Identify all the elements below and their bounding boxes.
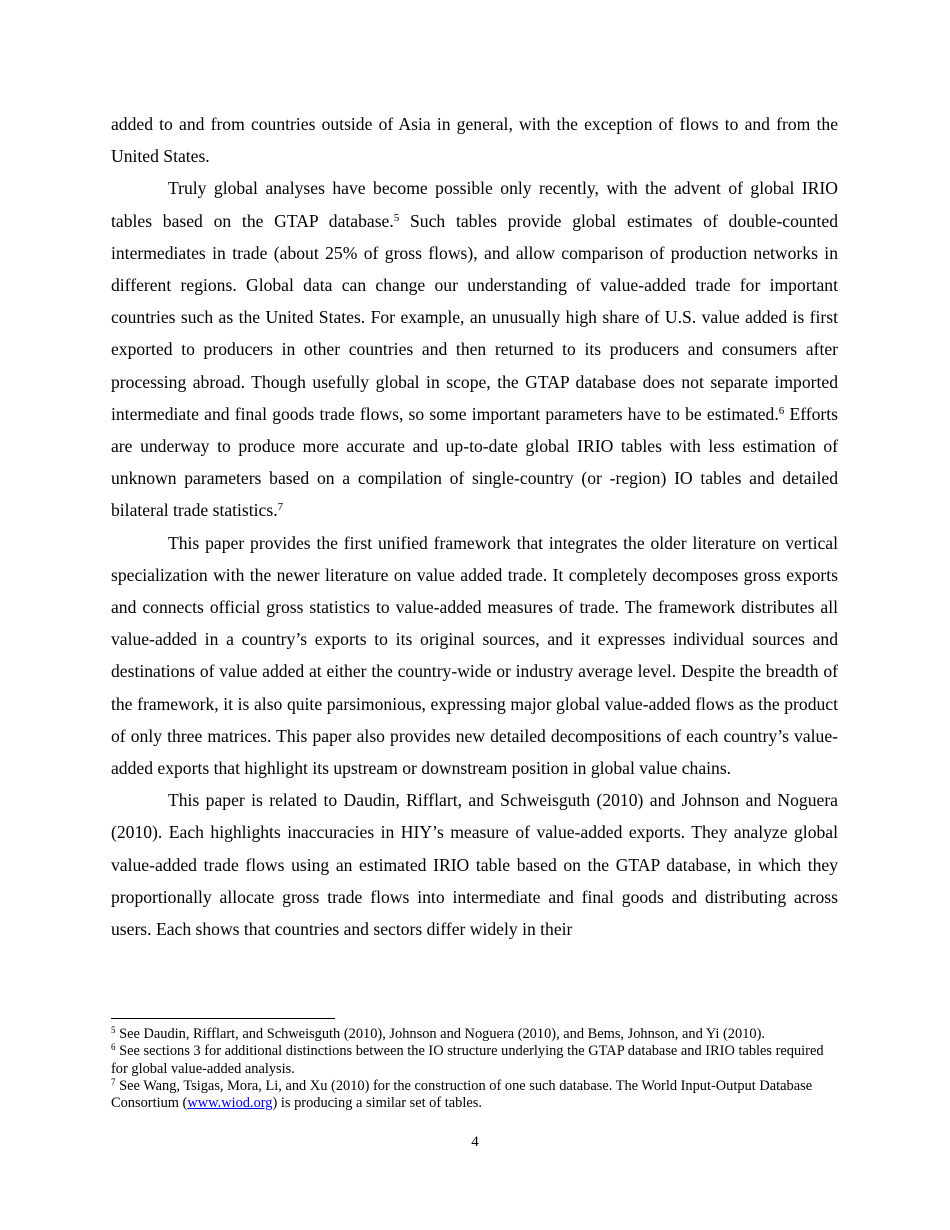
footnotes [111, 1026, 838, 1112]
paragraph-related-work: This paper is related to Daudin, Rifflart, and Schweisguth (2010) and Johnson and Noguera (2010). Each highlights inaccuracies in HIY’s measure of value-added exports. They analyze global value-added trade flows using an estimated IRIO table based on the GTAP database, in which they proportionally allocate gross trade flows into intermediate and final goods and distributing across users. Each shows that countries and sectors differ widely in their [111, 790, 838, 940]
wiod-link[interactable]: www.wiod.org [187, 1095, 273, 1112]
footnote-7 [111, 1078, 838, 1113]
footnote-text: ) is producing a similar set of tables. [272, 1095, 482, 1112]
footnote-5 [111, 1026, 838, 1043]
footnote-ref-5[interactable]: 5 [393, 211, 400, 224]
paragraph-text: Efforts are underway to produce more accurate and up-to-date global IRIO tables with less estimation of unknown parameters based on a compilation of single-country (or -region) IO tables and detailed bilateral trade statistics. [111, 403, 839, 521]
body-text [111, 108, 838, 945]
paragraph-unified-framework: This paper provides the first unified framework that integrates the older literature on vertical specialization with the newer literature on value added trade. It completely decomposes gross exports and connects official gross statistics to value-added measures of trade. The framework distributes all value-added in a country’s exports to its original sources, and it expresses individual sources and destinations of value added at either the country-wide or industry average level. Despite the breadth of the framework, it is also quite parsimonious, expressing major global value-added flows as the product of only three matrices. This paper also provides new detailed decompositions of each country’s value-added exports that highlight its upstream or downstream position in global value chains. [111, 532, 838, 779]
footnote-ref-7[interactable]: 7 [277, 501, 284, 514]
footnote-text: See Daudin, Rifflart, and Schweisguth (2010), Johnson and Noguera (2010), and Bems, Johnson, and Yi (2010). [115, 1026, 765, 1042]
footnote-number: 7 [111, 1076, 116, 1087]
page-number: 4 [471, 1134, 479, 1150]
footnote-text: See Wang, Tsigas, Mora, Li, and Xu (2010) for the construction of one such database. The World Input-Output Database Consortium ( [111, 1077, 813, 1112]
footnote-text: See sections 3 for additional distinctions between the IO structure underlying the GTAP database and IRIO tables required for global value-added analysis. [111, 1043, 824, 1077]
footnote-ref-6[interactable]: 6 [778, 404, 785, 417]
footnote-number: 6 [111, 1042, 116, 1053]
footnote-divider [111, 1018, 335, 1019]
footnote-number: 5 [111, 1025, 116, 1035]
paragraph-continued: added to and from countries outside of Asia in general, with the exception of flows to and from the United States. [111, 114, 838, 167]
footnote-6 [111, 1043, 838, 1078]
paragraph-text: Such tables provide global estimates of double-counted intermediates in trade (about 25% of gross flows), and allow comparison of production networks in different regions. Global data can change our understanding of value-added trade for important countries such as the United States. For example, an unusually high share of U.S. value added is first exported to producers in other countries and then returned to its producers and consumers after processing abroad. Though usefully global in scope, the GTAP database does not separate imported intermediate and final goods trade flows, so some important parameters have to be estimated. [111, 210, 838, 424]
paragraph-global-analyses [111, 172, 838, 526]
paragraph-text: Truly global analyses have become possible only recently, with the advent of global IRIO tables based on the GTAP database. [111, 178, 838, 231]
